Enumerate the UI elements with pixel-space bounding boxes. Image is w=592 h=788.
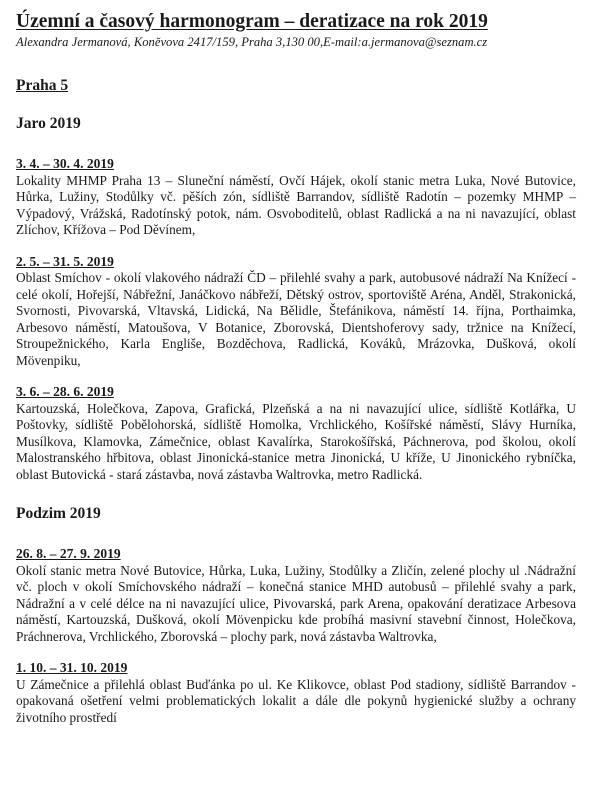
period-block (16, 546, 576, 645)
author-contact-line: Alexandra Jermanová, Koněvova 2417/159, Praha 3,130 00,E-mail:a.jermanova@seznam.cz (16, 35, 488, 49)
period-dates: 3. 6. – 28. 6. 2019 (16, 384, 114, 399)
period-block (16, 660, 576, 726)
period-locations: U Zámečnice a přilehlá oblast Buďánka po ul. Ke Klikovce, oblast Pod stadiony, sídliště Barrandov - opakovaná ošetření velmi problematických lokalit a dále dle pokynů hygienické služby a ochrany životního prostředí (16, 676, 576, 725)
period-locations: Lokality MHMP Praha 13 – Sluneční náměstí, Ovčí Hájek, okolí stanic metra Luka, Nové Butovice, Hůrka, Lužiny, Stodůlky vč. pěších zón, sídliště Barrandov, sídliště Radotín – pozemky MHMP – Výpadový, Vrážská, Radotínský potok, nám. Osvoboditelů, oblast Radlická a na ni navazující, oblast Zlíchov, Křížova – Pod Děvínem, (16, 172, 576, 237)
period-dates: 2. 5. – 31. 5. 2019 (16, 253, 114, 269)
period-locations: Okolí stanic metra Nové Butovice, Hůrka, Luka, Lužiny, Stodůlky a Zličín, zelené plochy ul .Nádražní vč. ploch v okolí Smíchovského nádraží – konečná stanice MHD autobusů – přilehlé svahy a park, Nádražní a v celé délce na ni navazující ulice, Pivovarská, park Arena, opakování deratizace Arbesova náměstí, Kartouzská, Dušková, okolí Mövenpicku kde probíhá masivní stavební činnost, Holečkova, Práchnerova, Vrchlického, Zborovská – plochy park, nová zástavba Waltrovka, (16, 562, 576, 644)
period-block (16, 156, 576, 239)
district-heading: Praha 5 (16, 77, 69, 94)
period-locations: Kartouzská, Holečkova, Zapova, Grafická, Plzeňská a na ni navazující ulice, sídliště Kotlářka, U Poštovky, sídliště Pobělohorská, sídliště Homolka, Vrchlického, Košířské náměstí, Slávy Hurníka, Musílkova, Klamovka, Zámečnice, oblast Kavalírka, Starokošířská, Páchnerova, pod školou, okolí Malostranského hřbitova, oblast Jinonická-stanice metra Jinonická, U kříže, U Jinonického rybníčka, oblast Butovická - stará zástavba, nová zástavba Waltrovka, metro Radlická. (16, 400, 576, 482)
document-title: Územní a časový harmonogram – deratizace na rok 2019 (16, 11, 488, 32)
period-dates: 1. 10. – 31. 10. 2019 (16, 660, 128, 675)
period-dates: 26. 8. – 27. 9. 2019 (16, 546, 121, 561)
period-dates: 3. 4. – 30. 4. 2019 (16, 156, 114, 171)
period-block (16, 254, 576, 370)
period-locations: Oblast Smíchov - okolí vlakového nádraží ČD – přilehlé svahy a park, autobusové nádraží Na Knížecí - celé okolí, Hořejší, Nábřežní, Janáčkovo nábřeží, Dětský ostrov, sportoviště Aréna, Anděl, Strakonická, Svornosti, Pivovarská, Vltavská, Lidická, Na Bělidle, Štefánikova, náměstí 14. října, Porthaimka, Arbesovo náměstí, Matoušova, V Botanice, Zborovská, Dientshoferovy sady, tržnice na Knížecí, Stroupežnického, Karla Engliše, Bozděchova, Radlická, Kováků, Mrázovka, Dušková, okolí Mövenpiku, (16, 270, 576, 368)
season-heading-spring: Jaro 2019 (16, 115, 81, 132)
period-block (16, 384, 576, 483)
season-heading-autumn: Podzim 2019 (16, 505, 101, 522)
